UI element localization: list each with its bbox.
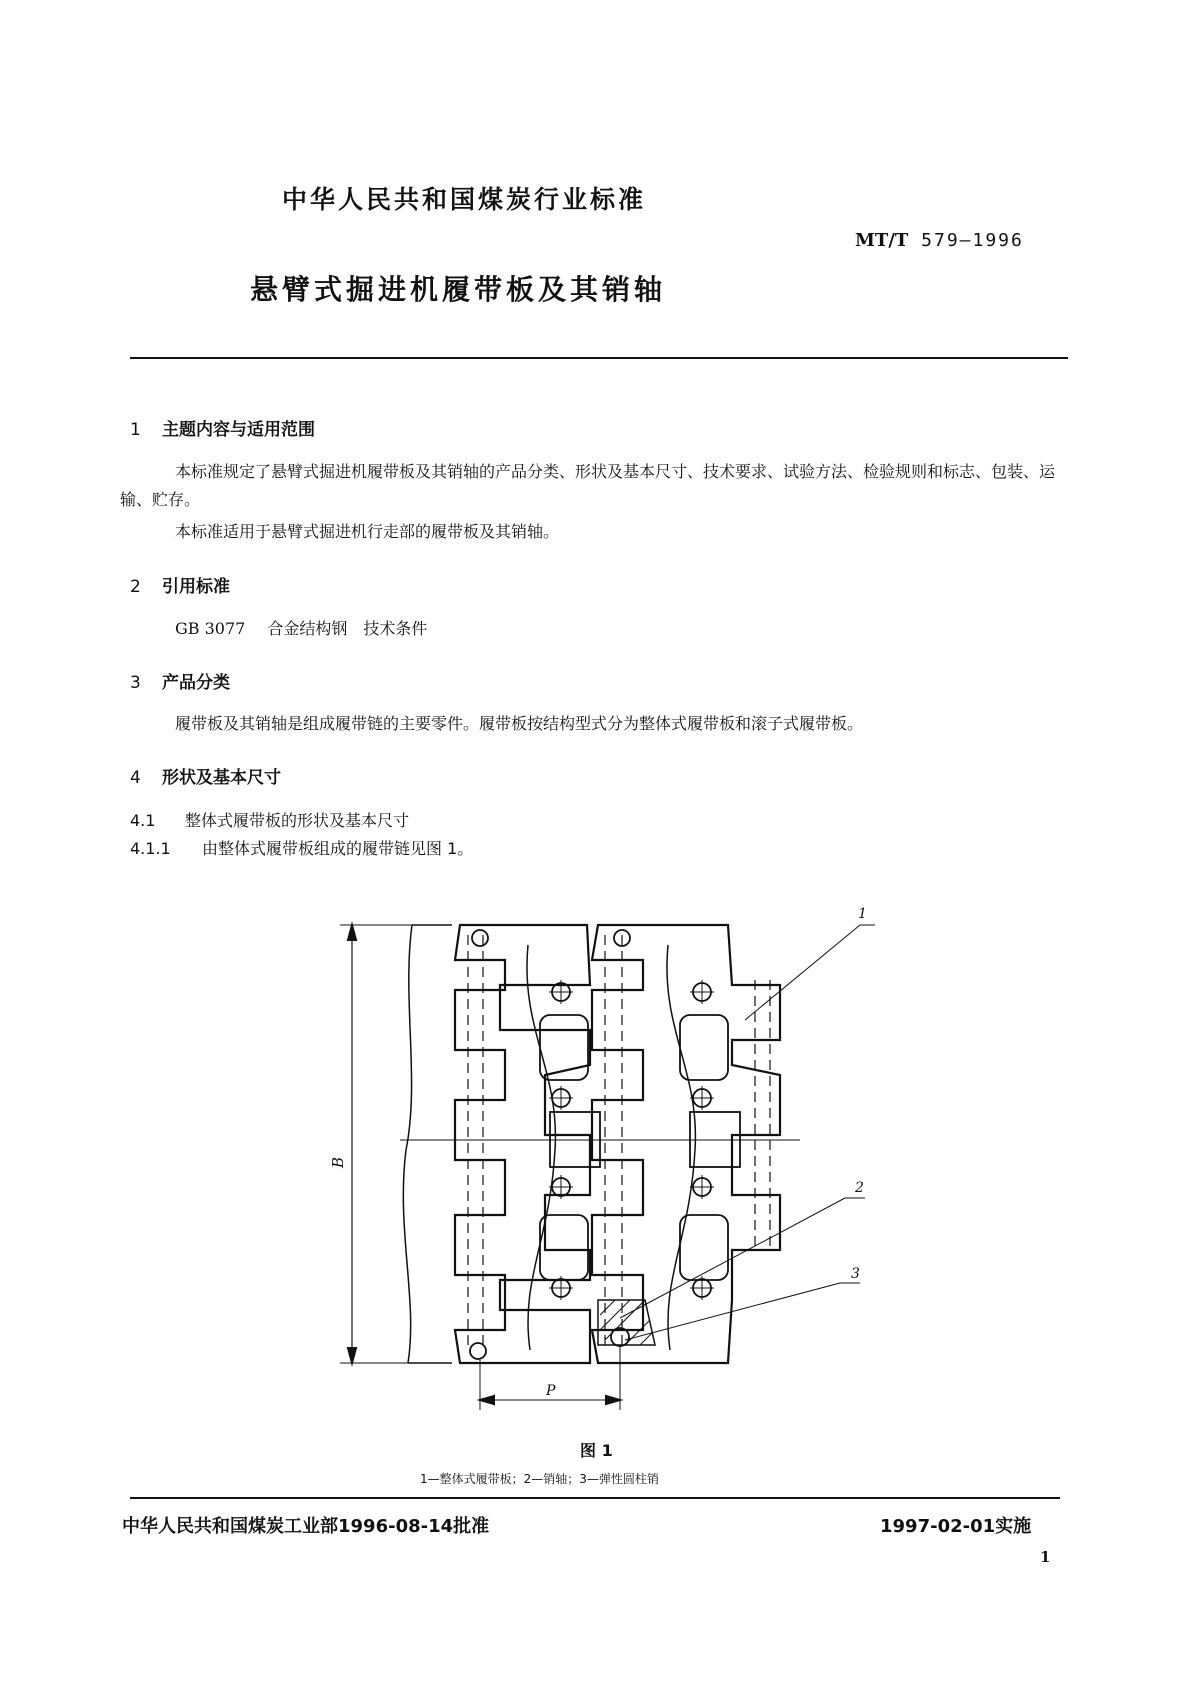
figure-label-1: 1 — [858, 906, 867, 922]
section-number: 3 — [130, 673, 141, 693]
standard-code-prefix: MT/T — [855, 230, 909, 251]
approval-note: 中华人民共和国煤炭工业部1996-08-14批准 — [122, 1516, 490, 1537]
section-title: 引用标准 — [162, 577, 230, 597]
section-number: 1 — [130, 420, 141, 440]
section-1-paragraph-1: 本标准规定了悬臂式掘进机履带板及其销轴的产品分类、形状及基本尺寸、技术要求、试验方法、检验规则和标志、包装、运输、贮存。 — [120, 462, 1056, 509]
figure-label-2: 2 — [855, 1180, 864, 1196]
section-number: 2 — [130, 577, 141, 597]
section-3-paragraph: 履带板及其销轴是组成履带链的主要零件。履带板按结构型式分为整体式履带板和滚子式履带板。 — [175, 714, 864, 733]
dimension-label-b: B — [329, 1156, 347, 1168]
reference-code: GB 3077 — [175, 619, 246, 638]
section-title: 形状及基本尺寸 — [162, 768, 281, 788]
figure-caption: 图 1 — [580, 1441, 613, 1460]
section-title: 产品分类 — [162, 673, 230, 693]
subsection-text: 整体式履带板的形状及基本尺寸 — [185, 811, 410, 830]
figure-label-3: 3 — [851, 1266, 860, 1282]
standard-body-title: 中华人民共和国煤炭行业标准 — [282, 185, 647, 214]
document-title: 悬臂式掘进机履带板及其销轴 — [250, 273, 667, 306]
standard-code-number: 579—1996 — [921, 230, 1024, 251]
dimension-label-p: P — [546, 1383, 556, 1399]
section-1-paragraph-2: 本标准适用于悬臂式掘进机行走部的履带板及其销轴。 — [175, 522, 560, 541]
subsection-number: 4.1 — [130, 811, 156, 830]
page-number: 1 — [1040, 1548, 1051, 1566]
footer-divider — [130, 1497, 1060, 1499]
section-title: 主题内容与适用范围 — [162, 420, 315, 440]
effective-date: 1997-02-01实施 — [880, 1516, 1032, 1537]
subsection-text: 由整体式履带板组成的履带链见图 1。 — [202, 839, 474, 858]
subsection-number: 4.1.1 — [130, 839, 171, 858]
section-number: 4 — [130, 768, 141, 788]
reference-name: 合金结构钢 技术条件 — [267, 619, 428, 638]
figure-legend: 1—整体式履带板；2—销轴；3—弹性圆柱销 — [420, 1472, 659, 1486]
